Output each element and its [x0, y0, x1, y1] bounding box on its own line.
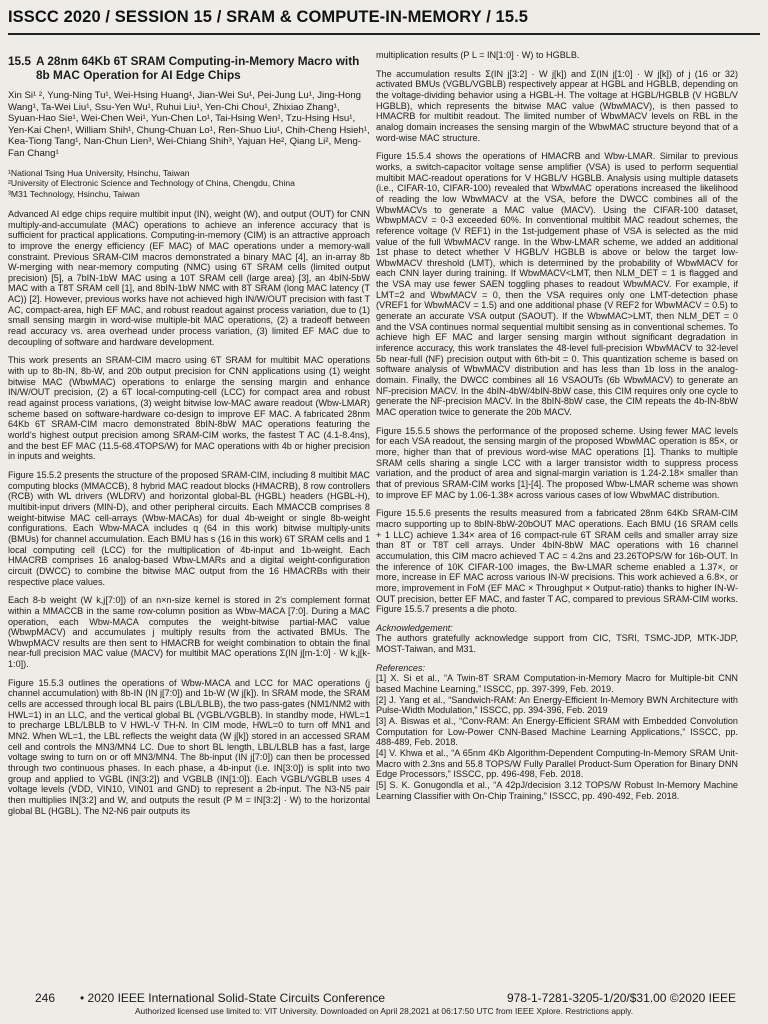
header-rule — [8, 33, 760, 35]
running-header-title: ISSCC 2020 / SESSION 15 / SRAM & COMPUTE-IN-MEMORY / 15.5 — [8, 8, 529, 26]
body-paragraph: Figure 15.5.5 shows the performance of the proposed scheme. Using fewer MAC levels for each VSA readout, the sensing margin of the proposed WbwMAC operation is 85×, or more, higher than that of previous word-wise MAC operations [1]. Thanks to multiple SRAM cells sharing a single LCC with a larger transistor width to suppress process variation, and the product of area and signal-margin variation is 1.24-2.18× smaller than that of previous SRAM-CIM works [1]-[4]. The proposed Wbw-LMAR scheme was shown to improve EF MAC by 1.06-1.38× across various cases of low WbwMAC distribution. — [376, 425, 738, 500]
references-heading: References: — [376, 662, 426, 673]
acknowledgement-heading: Acknowledgement: — [376, 622, 453, 633]
affiliation-3: ³M31 Technology, Hsinchu, Taiwan — [8, 188, 140, 199]
conference-name: • 2020 IEEE International Solid-State Circuits Conference — [80, 991, 386, 1005]
right-column — [376, 50, 738, 801]
reference-item: [2] J. Yang et al., “Sandwich-RAM: An Energy-Efficient In-Memory BWN Architecture with Pulse-Width Modulation,” ISSCC, pp. 394-396, Feb. 2019 — [376, 694, 738, 716]
page-number: 246 — [35, 991, 56, 1005]
reference-list — [376, 673, 738, 801]
body-paragraph: multiplication results (P L = IN[1:0] · W) to HGBLB. — [376, 50, 580, 60]
body-paragraph: Figure 15.5.3 outlines the operations of Wbw-MACA and LCC for MAC operations (j channel accumulation) with 8b-IN (IN j[7:0]) and 1b-W (W j[k]). In SRAM mode, the SRAM cells are accessed through local BL pairs (LBL/LBLB), the two pass-gates (NM1/NM2 with HWL=1) in an LLC, and the vertical global BL (VGBL/VGBLB). In standby mode, HWL=1 to precharge LBL/LBLB to V HWL-V TH-N. In CIM mode, HWL=0 to turn off MN1 and MN2. When WL=1, the LBL reflects the weight data (W j[k]) stored in an accessed SRAM cell and controls the MN3/MN4 LC. Due to short BL length, LBL/LBLB has a fast, large voltage swing to turn on or off MN3/MN4. The 8b-input (IN j[7:0]) can then be processed through two continuous phases. In each phase, a 4b-input (i.e. IN[3:0]) is split into two group and applied to VGBL (IN[3:2]) and VGBLB (IN[1:0]). Each VGBL/VGBLB uses 4 voltage levels (VDD, VIN10, VIN01 and GND) to represent a 2b-input. The N3-N5 pair then multiplies IN[3:2] and W, and outputs the result (P M = IN[3:2] · W) to the horizontal global BL (HGBL). The N2-N6 pair outputs its — [8, 677, 370, 816]
body-paragraph: Each 8-b weight (W k,j[7:0]) of an n×n-size kernel is stored in 2’s complement format within a MMACCB in the same row-column position as Wbw-MACA [7:0]. During a MAC operation, each Wbw-MACA computes the weight-bitwise partial-MAC value (WbwpMACV) and accumulates j multiply results from the activated BMUs. The WbwpMACV results are then sent to HMACRB for weight combination to obtain the final near-full precision MAC value (MACV) for multibit MAC operations Σ(IN j[m-1:0] · W k,j[k-1:0]). — [8, 595, 370, 670]
affiliations — [8, 168, 370, 199]
acknowledgement-text: The authors gratefully acknowledge support from CIC, TSRI, TSMC-JDP, MTK-JDP, MOST-Taiwan, and M31. — [376, 633, 738, 655]
body-paragraph: Figure 15.5.6 presents the results measured from a fabricated 28nm 64Kb SRAM-CIM macro supporting up to 8bIN-8bW-20bOUT MAC operations. Each BMU (16 SRAM cells + 1 LLC) achieve 1.34× area of 16 compact-rule 6T SRAM cells and smaller array size than 8T or T8T cell arrays. Under 4bIN-8bW MAC operations with 16 channel accumulation, this CIM macro achieved T AC = 4.2ns and 23.26TOPS/W for 16b-OUT. In the inference of 10K CIFAR-100 images, the Bw-LMAR scheme enabled a 1.37×, or more, increase in EF MAC across various IN-W precisions. This work achieved a 6.8×, or more, improvement in FoM (EF MAC × Throughput × Output-ratio) thanks to higher IN-W-OUT precision, better EF MAC, and faster T AC, compared to previous SRAM-CIM works. Figure 15.5.7 presents a die photo. — [376, 508, 738, 615]
body-paragraph: Figure 15.5.2 presents the structure of the proposed SRAM-CIM, including 8 multibit MAC computing blocks (MMACCB), 8 hybrid MAC readout blocks (HMACRB), 8 row controllers (RCB) with WL drivers (WLDRV) and horizontal global-BL (HGBL) headers (HGBL-H), multibit-input drivers (MIN-D), and other peripheral circuits. Each MMACCB comprises 8 weight-bitwise MAC cell-arrays (Wbw-MACAs) for dual 4b-weight or single 8b-weight configurations. Each Wbw-MACA includes q (64 in this work) bitwise multiply-units (BMUs) for channel accumulation. Each BMU has s (16 in this work) 6T SRAM cells and 1 local computing cell (LCC) for the multiplication of 4b-input and 1b-weight. Each HMACRB comprises 16 analog-based Wbw-LMARs and a digital weight-configuration circuit (DWCC) to combine the bitwise MAC output from the 16 HMACRBs with their respective place values. — [8, 469, 370, 587]
page-header — [0, 0, 768, 34]
left-column — [8, 40, 370, 824]
isbn-copyright: 978-1-7281-3205-1/20/$31.00 ©2020 IEEE — [506, 991, 736, 1005]
reference-item: [3] A. Biswas et al., “Conv-RAM: An Energy-Efficient SRAM with Embedded Convolution Computation for Low-Power CNN-Based Machine Learning Applications,” ISSCC, pp. 488-489, Feb. 2018. — [376, 716, 738, 748]
reference-item: [4] V. Khwa et al., “A 65nm 4Kb Algorithm-Dependent Computing-In-Memory SRAM Unit-Macro with 2.3ns and 55.8 TOPS/W Fully Parallel Product-Sum Operation for Binary DNN Edge Processors,” ISSCC, pp. 496-498, Feb. 2018. — [376, 748, 738, 780]
body-paragraph: Advanced AI edge chips require multibit input (IN), weight (W), and output (OUT) for CNN multiply-and-accumulate (MAC) operations to achieve an inference accuracy that is sufficient for practical applications. Computing-in-memory (CIM) is an attractive approach to improve the energy efficiency (EF MAC) of MAC operations under a memory-wall constraint. Previous SRAM-CIM macros demonstrated a binary MAC [4], an in-array 8b W-merging with near-memory computing (NMC) using 6T SRAM cells (limited output precision) [5], a 7bIN-1bW MAC using a 10T SRAM cell (large area) [3], an 4bIN-5bW MAC with a T8T SRAM cell [1], and 8bIN-1bW NMC with 8T SRAM (long MAC latency (T AC)) [2]. However, previous works have not achieved high IN/W/OUT precision with fast T AC, compact-area, high EF MAC, and robust readout against process variation, due to (1) small sensing margin in word-wise multiple-bit MAC operations, (2) a tradeoff between read accuracy vs. area overhead under process variation, (3) limited EF MAC due to decoupling of software and hardware development. — [8, 208, 370, 347]
body-paragraph: Figure 15.5.4 shows the operations of HMACRB and Wbw-LMAR. Similar to previous works, a switch-capacitor voltage sense amplifier (VSA) is used to perform sequential multibit MAC-readout operations for V HGBL/V HGBLB. Analysis using multiple datasets (i.e., CIFAR-10, CIFAR-100) revealed that WbwMAC operations increased the likelihood of reading the low WbwMACV at the VSA, before the DWCC combines all of the WbwMACVs to generate a MAC value (MACV). Using the CIFAR-100 dataset, WbwpMACV = 0-3 exceeded 60%. In conventional multibit MAC readout schemes, the reference voltage (V REF1) in the 1st-judgement phase of VSA is selected as the mid value of the full WbwMACV range. In the Wbw-LMAR scheme, we added an additional 1st phase to detect whether V HGBL/V HGBLB is above or below the target low-WbwMACV threshold (LMT), which is determined by the probability of WbwMACV for each CNN layer during training. If WbwMACV<LMT, then NLM_DET = 1 is flagged and the VSA may use fewer SAEN toggling phases to readout WbwMACV. For example, if LMT=2 and WbwMACV = 0, then the VSA requires only one LMT-detection phase (VREF1 for WbwMACV = 1.5) and one additional phase (V REF2 for WbwMACV = 0.5) to generate an accurate VSA output (SAOUT). If the WbwMAC>LMT, then NLM_DET = 0 and the VSA continues normal sequential multibit sensing as in conventional schemes. To achieve high EF MAC and larger sensing margin without significant degradation in inference accuracy, this work translates the 48-level full-precision WbwMACV to 32-level 5b near-full (NF) precision output with 6th-bit = 0. This quantization scheme is based on software analysis of WbwMACV distribution and has less than 1b loss in the analog-domain. Finally, the DWCC combines all 16 VSAOUTs (6b WbwMACV) to generate an NF-precision MACV. In the 4bIN-4bW/4bIN-8bW case, this CIM requires only one cycle to generate the NF-precision MACV. In the 8bIN-8bW case, the CIM repeats the 4b-IN-8bW MAC operation twice to generate the 20b MACV. — [376, 151, 738, 417]
paper-title-block — [8, 54, 370, 82]
paper-number: 15.5 — [8, 54, 31, 68]
license-notice: Authorized licensed use limited to: VIT University. Downloaded on April 28,2021 at 06:17:50 UTC from IEEE Xplore. Restrictions apply. — [134, 1006, 634, 1016]
body-paragraph: This work presents an SRAM-CIM macro using 6T SRAM for multibit MAC operations with up to 8b-IN, 8b-W, and 20b output precision for CNN applications using (1) weight bitwise MAC (WbwMAC) operations to enlarge the sensing margin and enhance IN/W/OUT precision, (2) a 6T local-computing-cell (LCC) for compact area and robust read against process variations, (3) weight bitwise low-MAC aware readout (Wbw-LMAR) scheme based on software-hardware co-design to improve EF MAC. A fabricated 28nm 64Kb 6T SRAM-CIM macro demonstrated 8bIN-8bW MAC operations featuring the world’s highest output precision among SRAM-CIM works, the fastest T AC (4.1-8.4ns), and the best EF MAC (11.5-68.4TOPS/W) for MAC operations with 4b or higher precision in inputs and weights. — [8, 355, 370, 462]
paper-title: A 28nm 64Kb 6T SRAM Computing-in-Memory Macro with 8b MAC Operation for AI Edge Chips — [36, 54, 360, 82]
reference-item: [5] S. K. Gonugondla et al., “A 42pJ/decision 3.12 TOPS/W Robust In-Memory Machine Learning Classifier with On-Chip Training,” ISSCC, pp. 490-492, Feb. 2018. — [376, 780, 738, 801]
affiliation-1: ¹National Tsing Hua University, Hsinchu, Taiwan — [8, 168, 190, 178]
author-list: Xin Si¹ ², Yung-Ning Tu¹, Wei-Hsing Huang¹, Jian-Wei Su¹, Pei-Jung Lu¹, Jing-Hong Wang¹, Ta-Wei Liu¹, Ssu-Yen Wu¹, Ruhui Liu¹, Yen-Chi Chou¹, Zhixiao Zhang¹, Syuan-Hao Sie¹, Wei-Chen Wei¹, Yun-Chen Lo¹, Tai-Hsing Wen¹, Tzu-Hsing Hsu¹, Yen-Kai Chen¹, William Shih¹, Chung-Chuan Lo¹, Ren-Shuo Liu¹, Chih-Cheng Hsieh¹, Kea-Tiong Tang¹, Nan-Chun Lien³, Wei-Chiang Shih³, Yajuan He², Qiang Li², Meng-Fan Chang¹ — [8, 90, 370, 159]
page-footer — [0, 990, 768, 1024]
body-paragraph: The accumulation results Σ(IN j[3:2] · W j[k]) and Σ(IN j[1:0] · W j[k]) of j (16 or 32) activated BMUs (VGBL/VGBLB) respectively appear at HGBL and HGBLB, depending on the voltage-dividing behavior using a HGBL-H. The voltage at HGBL/HGBLB (V HGBL/V HGBLB), which represents the bitwise MAC value (WbwMACV), is then passed to HMACRB for multibit readout. The limited number of WbwMACV levels on RBL in the analog domain increases the sensing margin of the WbwMAC structure beyond that of a word-wise MAC structure. — [376, 68, 738, 143]
reference-item: [1] X. Si et al., “A Twin-8T SRAM Computation-in-Memory Macro for Multiple-bit CNN based Machine Learning,” ISSCC, pp. 397-399, Feb. 2019. — [376, 673, 738, 695]
affiliation-2: ²University of Electronic Science and Technology of China, Chengdu, China — [8, 178, 295, 189]
